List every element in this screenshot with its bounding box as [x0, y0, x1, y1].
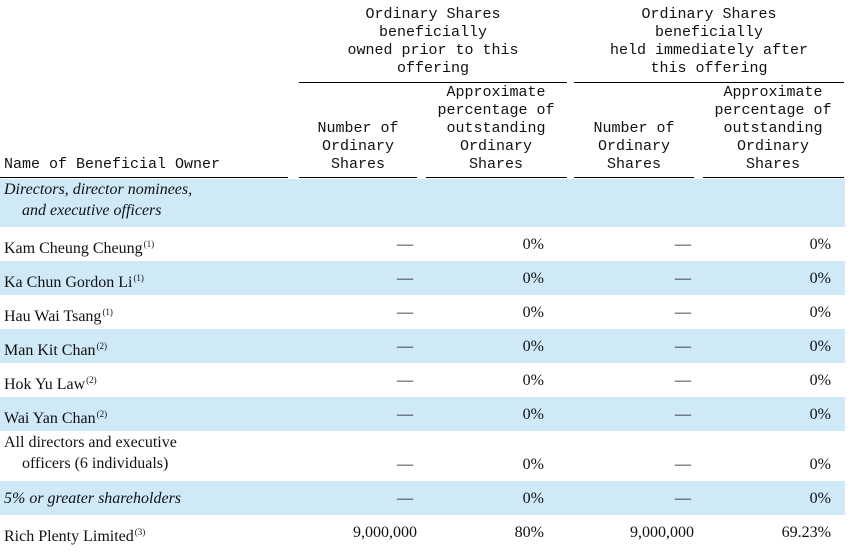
number-column-header-prior	[299, 120, 417, 174]
footnote-marker: (3)	[134, 527, 146, 537]
pct-prior: 0%	[522, 338, 544, 355]
group-header-line: beneficially	[378, 24, 488, 41]
group-header-line: owned prior to this	[347, 42, 519, 59]
name-line: officers (6 individuals)	[22, 455, 169, 472]
header-line: Approximate	[446, 84, 546, 101]
header-line: Ordinary	[321, 138, 394, 155]
owner-name	[4, 336, 107, 361]
pct-prior: 0%	[522, 406, 544, 423]
header-line: Shares	[745, 156, 800, 173]
header-line: Shares	[330, 156, 385, 173]
section-label	[4, 179, 192, 221]
table-row	[0, 431, 845, 481]
header-line: Ordinary	[736, 138, 809, 155]
shares-after: —	[675, 406, 691, 423]
header-line: Ordinary	[597, 138, 670, 155]
group-header-line: Ordinary Shares	[365, 6, 501, 23]
header-line: Number of	[317, 120, 399, 137]
shares-after: —	[675, 304, 691, 321]
shares-prior: —	[397, 338, 413, 355]
header-line: outstanding	[446, 120, 546, 137]
pct-after: 0%	[809, 270, 831, 287]
table-row	[0, 295, 845, 329]
owner-name-text: Hok Yu Law	[4, 376, 86, 393]
name-line: and executive officers	[22, 202, 162, 219]
owner-name-text: Ka Chun Gordon Li	[4, 274, 133, 291]
pct-after: 69.23%	[781, 524, 831, 541]
table-row	[0, 261, 845, 295]
pct-after: 0%	[809, 338, 831, 355]
owner-name	[4, 234, 154, 259]
table-row	[0, 329, 845, 363]
group-rule-prior	[299, 82, 567, 83]
column-rule-pct-after	[703, 177, 844, 178]
pct-after: 0%	[809, 372, 831, 389]
table-row	[0, 515, 845, 549]
header-line: Shares	[468, 156, 523, 173]
table-row	[0, 481, 845, 515]
pct-prior: 0%	[522, 236, 544, 253]
owner-name	[4, 370, 97, 395]
group-header-line: beneficially	[654, 24, 764, 41]
pct-prior: 0%	[522, 304, 544, 321]
group-header-line: this offering	[650, 60, 768, 77]
pct-after: 0%	[809, 456, 831, 473]
shares-after: —	[675, 456, 691, 473]
column-rule-number-prior	[299, 177, 417, 178]
column-rule-name	[0, 177, 288, 178]
group-rule-after	[574, 82, 844, 83]
group-header-line: held immediately after	[609, 42, 809, 59]
table-row	[0, 397, 845, 431]
shares-after: —	[675, 236, 691, 253]
footnote-marker: (1)	[133, 273, 144, 283]
group-header-prior	[299, 6, 567, 78]
name-column-header: Name of Beneficial Owner	[4, 156, 221, 173]
pct-column-header-prior	[426, 84, 566, 174]
shares-after: —	[675, 372, 691, 389]
owner-name	[4, 268, 144, 293]
owner-name-text: Hau Wai Tsang	[4, 308, 102, 325]
shares-prior: 9,000,000	[353, 524, 417, 541]
footnote-marker: (2)	[96, 409, 108, 419]
owner-name	[4, 522, 145, 547]
footnote-marker: (2)	[96, 341, 108, 351]
owner-name-text: Kam Cheung Cheung	[4, 240, 143, 257]
shares-after: —	[675, 338, 691, 355]
header-line: percentage of	[714, 102, 832, 119]
pct-after: 0%	[809, 490, 831, 507]
owner-name	[4, 432, 177, 474]
shares-prior: —	[397, 490, 413, 507]
owner-name-text: Rich Plenty Limited	[4, 528, 134, 545]
group-header-line: Ordinary Shares	[641, 6, 777, 23]
footnote-marker: (1)	[102, 307, 113, 317]
owner-name	[4, 302, 113, 327]
footnote-marker: (2)	[86, 375, 97, 385]
shares-after: 9,000,000	[630, 524, 694, 541]
header-line: Ordinary	[459, 138, 532, 155]
shares-prior: —	[397, 406, 413, 423]
table-row	[0, 363, 845, 397]
header-line: Number of	[593, 120, 675, 137]
pct-column-header-after	[703, 84, 843, 174]
name-line: All directors and executive	[4, 434, 177, 451]
table-row	[0, 227, 845, 261]
owner-name-text: Man Kit Chan	[4, 342, 96, 359]
shares-prior: —	[397, 270, 413, 287]
column-rule-pct-prior	[426, 177, 567, 178]
group-header-line: offering	[396, 60, 469, 77]
footnote-marker: (1)	[143, 239, 155, 249]
pct-prior: 0%	[522, 456, 544, 473]
owner-name-text: Wai Yan Chan	[4, 410, 96, 427]
pct-prior: 0%	[522, 372, 544, 389]
pct-after: 0%	[809, 406, 831, 423]
shares-prior: —	[397, 456, 413, 473]
shares-prior: —	[397, 236, 413, 253]
pct-after: 0%	[809, 304, 831, 321]
shares-prior: —	[397, 304, 413, 321]
shares-after: —	[675, 490, 691, 507]
column-rule-number-after	[574, 177, 694, 178]
table-row	[0, 179, 845, 227]
shares-prior: —	[397, 372, 413, 389]
pct-prior: 80%	[514, 524, 544, 541]
number-column-header-after	[574, 120, 694, 174]
group-header-after	[574, 6, 844, 78]
pct-prior: 0%	[522, 490, 544, 507]
header-line: Approximate	[723, 84, 823, 101]
section-label: 5% or greater shareholders	[4, 490, 182, 507]
name-line: Directors, director nominees,	[4, 181, 193, 198]
pct-prior: 0%	[522, 270, 544, 287]
shares-after: —	[675, 270, 691, 287]
header-line: percentage of	[437, 102, 555, 119]
header-line: Shares	[606, 156, 661, 173]
owner-name	[4, 404, 107, 429]
pct-after: 0%	[809, 236, 831, 253]
header-line: outstanding	[723, 120, 823, 137]
